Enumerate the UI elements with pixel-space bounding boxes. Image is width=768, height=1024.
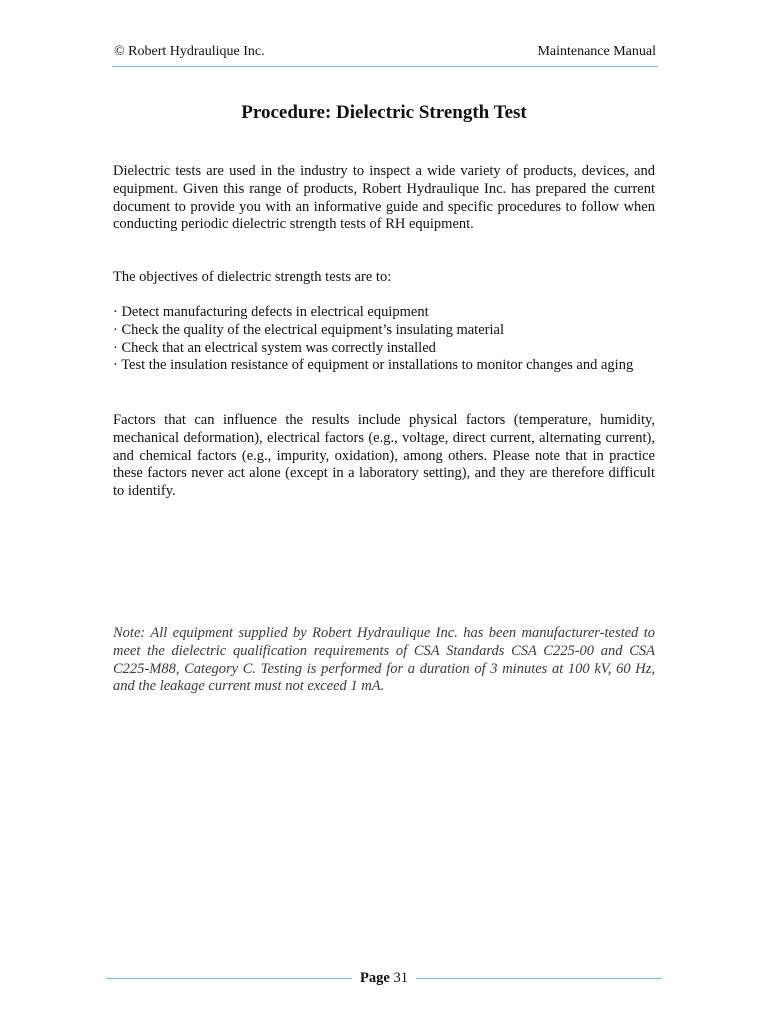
page-number — [352, 970, 416, 987]
footer-divider-left — [106, 978, 352, 979]
page-label: Page — [360, 969, 390, 986]
list-item: · Check the quality of the electrical equipment’s insulating material — [113, 321, 504, 338]
list-item: · Check that an electrical system was correctly installed — [113, 339, 436, 356]
page-title: Procedure: Dielectric Strength Test — [241, 102, 527, 123]
list-item: · Test the insulation resistance of equipment or installations to monitor changes and aging — [113, 357, 634, 374]
page-number-value: 31 — [393, 969, 408, 986]
factors-paragraph: Factors that can influence the results include physical factors (temperature, humidity, mechanical deformation), electrical factors (e.g., voltage, direct current, alternating current), and chemical factors (e.g., impurity, oxidation), among others. Please note that in practice these factors never act alone (except in a laboratory setting), and they are therefore difficult to identify. — [113, 412, 655, 500]
intro-paragraph: Dielectric tests are used in the industry to inspect a wide variety of products, devices, and equipment. Given this range of products, Robert Hydraulique Inc. has prepared the current document to provide you with an informative guide and specific procedures to follow when conducting periodic dielectric strength tests of RH equipment. — [113, 163, 655, 233]
page-header — [114, 44, 656, 66]
header-copyright: © Robert Hydraulique Inc. — [114, 44, 265, 59]
objectives-intro: The objectives of dielectric strength tests are to: — [113, 269, 392, 285]
list-item: · Detect manufacturing defects in electrical equipment — [113, 304, 429, 320]
header-divider — [112, 66, 658, 67]
header-manual-title: Maintenance Manual — [537, 44, 656, 59]
page-footer — [106, 968, 662, 988]
footer-divider-right — [416, 978, 662, 979]
objectives-list — [113, 304, 673, 375]
note-paragraph: Note: All equipment supplied by Robert Hydraulique Inc. has been manufacturer-tested to meet the dielectric qualification requirements of CSA Standards CSA C225-00 and CSA C225-M88, Category C. Testing is performed for a duration of 3 minutes at 100 kV, 60 Hz, and the leakage current must not exceed 1 mA. — [113, 625, 655, 695]
